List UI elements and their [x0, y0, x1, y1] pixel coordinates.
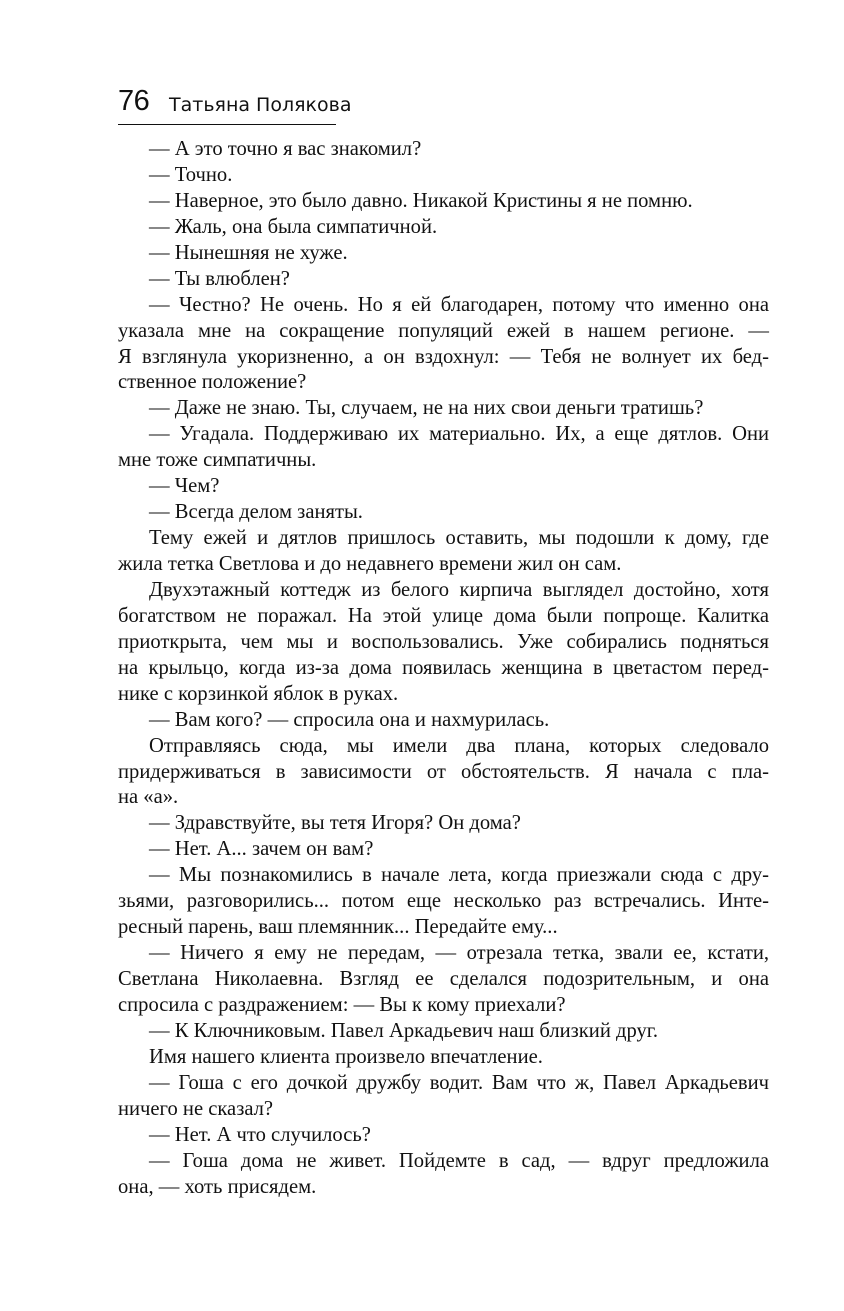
text-line: — Нет. А... зачем он вам?	[149, 838, 374, 861]
text-line: на «а».	[118, 786, 179, 809]
text-line: она, — хоть присядем.	[118, 1175, 317, 1198]
text-line: — Ничего я ему не передам, — отрезала тетка, звали ее, кстати,	[149, 942, 769, 965]
text-line: — Вам кого? — спросила она и нахмурилась.	[149, 708, 550, 731]
body-text	[118, 137, 769, 1200]
text-line: придерживаться в зависимости от обстоятельств. Я начала с пла-	[118, 760, 769, 783]
text-line: Имя нашего клиента произвело впечатление.	[149, 1045, 543, 1068]
text-line: — Гоша дома не живет. Пойдемте в сад, — вдруг предложила	[149, 1149, 769, 1172]
text-line: Светлана Николаевна. Взгляд ее сделался подозрительным, и она	[118, 968, 769, 990]
text-line: — К Ключниковым. Павел Аркадьевич наш близкий друг.	[149, 1019, 659, 1042]
text-line: — Точно.	[149, 163, 233, 186]
text-line: — Даже не знаю. Ты, случаем, не на них свои деньги тратишь?	[149, 397, 704, 420]
text-line: жила тетка Светлова и до недавнего времени жил он сам.	[118, 553, 622, 575]
running-head-author: Татьяна Полякова	[169, 94, 352, 116]
text-line: — Честно? Не очень. Но я ей благодарен, потому что именно она	[149, 293, 769, 316]
text-line: ственное положение?	[118, 371, 307, 394]
text-line: приоткрыта, чем мы и воспользовались. Уже собирались подняться	[118, 630, 769, 653]
text-line: зьями, разговорились... потом еще несколько раз встречались. Инте-	[118, 890, 769, 913]
text-line: Двухэтажный коттедж из белого кирпича выглядел достойно, хотя	[149, 578, 769, 601]
text-line: указала мне на сокращение популяций ежей в нашем регионе. —	[118, 319, 769, 342]
text-line: мне тоже симпатичны.	[118, 449, 317, 472]
page-number: 76	[118, 85, 150, 117]
text-line: нике с корзинкой яблок в руках.	[118, 682, 399, 705]
page-header	[118, 82, 352, 125]
text-line: — Наверное, это было давно. Никакой Кристины я не помню.	[149, 189, 693, 212]
text-line: Я взглянула укоризненно, а он вздохнул: — Тебя не волнует их бед-	[118, 345, 769, 368]
text-line: — Здравствуйте, вы тетя Игоря? Он дома?	[149, 812, 521, 835]
text-line: — А это точно я вас знакомил?	[149, 138, 422, 160]
text-line: ресный парень, ваш племянник... Передайте ему...	[118, 916, 558, 939]
text-line: — Нынешняя не хуже.	[149, 241, 348, 264]
text-line: Отправляясь сюда, мы имели два плана, которых следовало	[149, 734, 769, 757]
text-line: на крыльцо, когда из-за дома появилась женщина в цветастом перед-	[118, 656, 769, 679]
text-line: ничего не сказал?	[118, 1097, 274, 1120]
text-line: — Всегда делом заняты.	[149, 501, 363, 524]
text-line: — Чем?	[149, 475, 220, 498]
text-line: — Нет. А что случилось?	[149, 1123, 371, 1146]
text-line: — Ты влюблен?	[149, 267, 290, 290]
text-line: — Гоша с его дочкой дружбу водит. Вам что ж, Павел Аркадьевич	[149, 1071, 769, 1094]
text-line: — Мы познакомились в начале лета, когда приезжали сюда с дру-	[149, 864, 769, 887]
text-line: богатством не поражал. На этой улице дома были попроще. Калитка	[118, 604, 769, 627]
text-line: — Угадала. Поддерживаю их материально. Их, а еще дятлов. Они	[149, 423, 769, 446]
text-line: Тему ежей и дятлов пришлось оставить, мы подошли к дому, где	[149, 527, 769, 550]
text-line: — Жаль, она была симпатичной.	[149, 215, 438, 238]
text-line: спросила с раздражением: — Вы к кому приехали?	[118, 993, 566, 1016]
